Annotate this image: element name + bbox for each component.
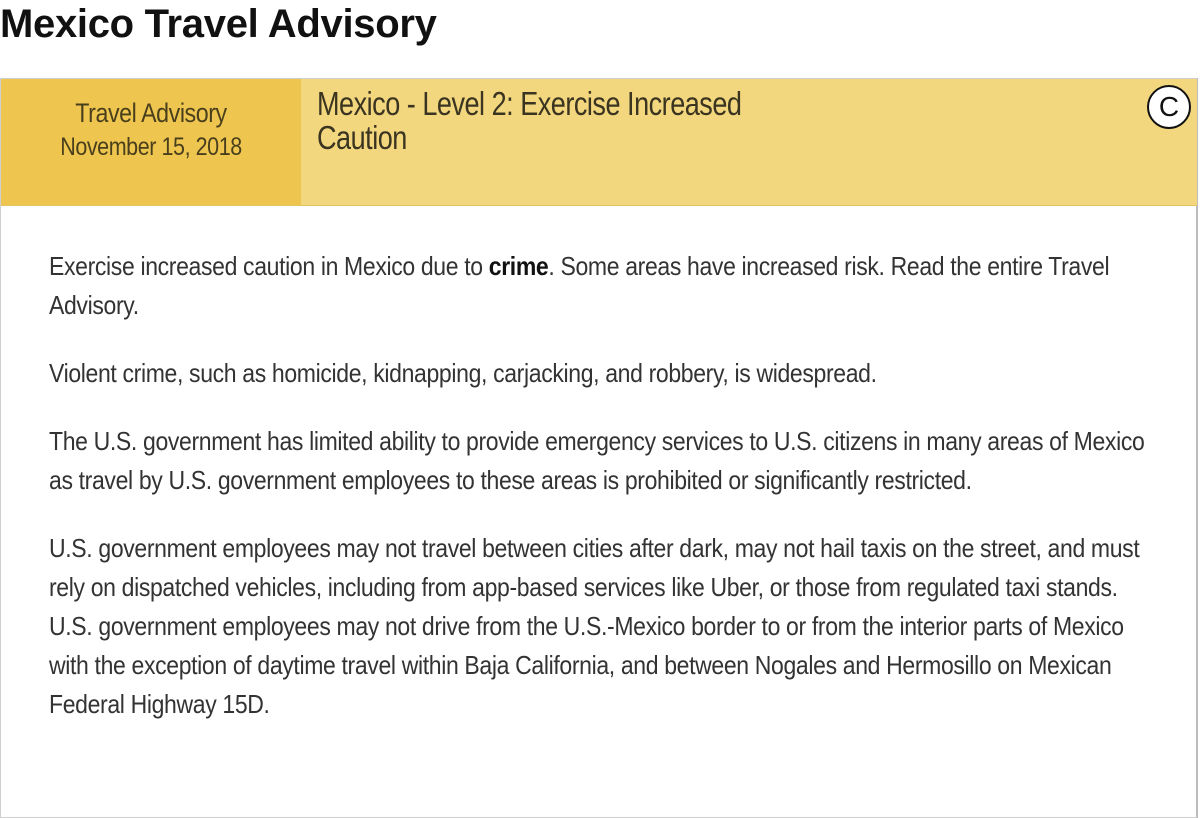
advisory-paragraph-summary <box>49 247 1164 325</box>
read-entire-advisory-link[interactable]: Read the entire Travel Advisory <box>49 251 1110 320</box>
advisory-panel <box>0 78 1198 818</box>
advisory-paragraph-employee-restrictions: U.S. government employees may not travel between cities after dark, may not hail taxis on the street, and must rely on dispatched vehicles, including from app-based services like Uber, or those from regulated taxi stands. U.S. government employees may not drive from the U.S.-Mexico border to or from the interior parts of Mexico with the exception of daytime travel within Baja California, and between Nogales and Hermosillo on Mexican Federal Highway 15D. <box>49 533 1140 719</box>
summary-text-before: Exercise increased caution in Mexico due to <box>49 251 489 281</box>
advisory-paragraph-emergency-services: The U.S. government has limited ability to provide emergency services to U.S. citizens in many areas of Mexico as travel by U.S. government employees to these areas is prohibited or significantly restricted. <box>49 426 1145 495</box>
summary-text-after: . <box>132 290 139 320</box>
advisory-level-title: Mexico - Level 2: Exercise Increased Caution <box>317 85 742 156</box>
advisory-date-block <box>1 79 301 205</box>
advisory-date: November 15, 2018 <box>60 133 242 161</box>
advisory-body <box>49 247 1169 753</box>
page-title: Mexico Travel Advisory <box>0 2 437 46</box>
crime-emphasis: crime <box>488 251 549 281</box>
advisory-label: Travel Advisory <box>75 98 227 128</box>
advisory-paragraph-violent-crime: Violent crime, such as homicide, kidnapping, carjacking, and robbery, is widespread. <box>49 358 877 388</box>
summary-text-middle: . Some areas have increased risk. <box>548 251 891 281</box>
copyright-icon: C <box>1147 85 1191 129</box>
advisory-header <box>1 79 1197 206</box>
